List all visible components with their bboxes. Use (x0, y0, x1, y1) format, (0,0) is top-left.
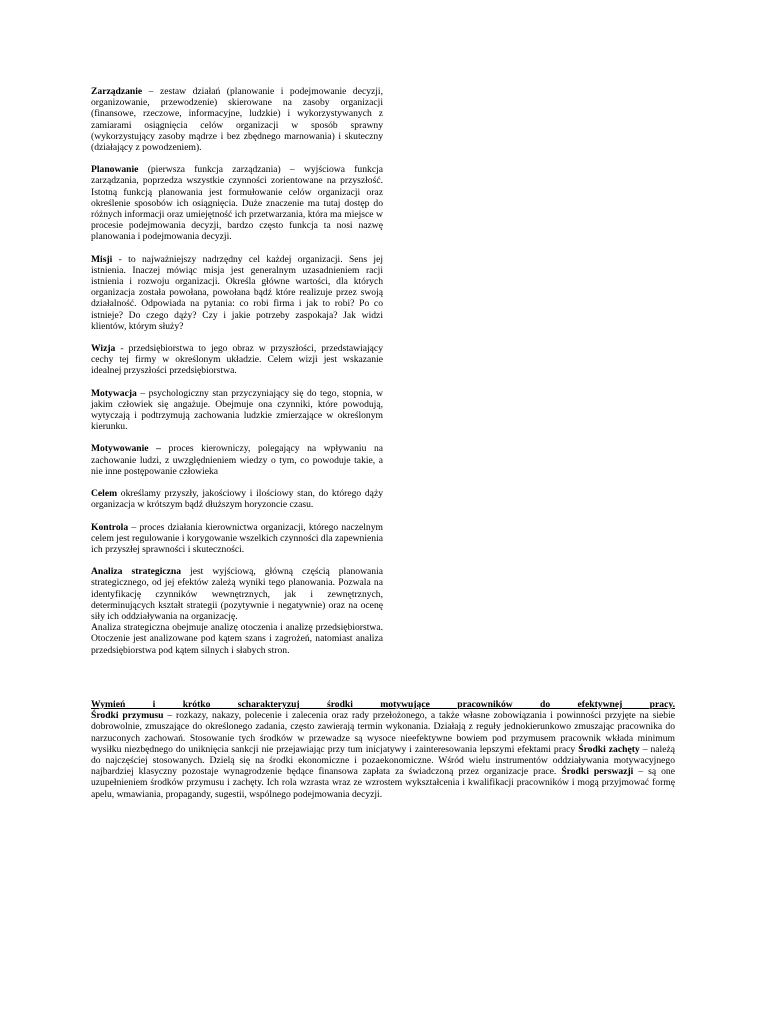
term-zacheta: Środki zachęty (578, 743, 640, 755)
definition-text: określamy przyszły, jakościowy i ilościowy stan, do którego dąży organizacja w krótszym bądź dłuższym horyzoncie czasu. (91, 488, 383, 511)
term: Analiza strategiczna (91, 566, 182, 578)
definition-zarzadzanie (91, 86, 383, 153)
answer-text-2: – należą do najczęściej stosowanych. Dzielą się na środki ekonomiczne i pozaekonomiczne. Wśród wielu instrumentów oddziaływania motywacyjnego najbardziej klasyczny pozostaje wynagrodzenie będące finansowa zapłata za świadczoną przez organizacje prace. (91, 743, 675, 778)
term: Planowanie (91, 164, 139, 176)
definition-text: – zestaw działań (planowanie i podejmowanie decyzji, organizowanie, przewodzenie) skierowane na zasoby organizacji (finansowe, rzeczowe, informacyjne, ludzkie) i wykorzystywanych z zamiarami osiągnięcia celów organizacji w sposób sprawny (wykorzystujący zasoby mądrze i bez zbędnego marnowania) i skuteczny (działający z powodzeniem). (91, 86, 383, 154)
question-heading-text: Wymień i krótko scharakteryzuj środki motywujące pracowników do efektywnej pracy (91, 699, 673, 710)
definition-text: – psychologiczny stan przyczyniający się do tego, stopnia, w jakim człowiek się angażuje. Obejmuje ona czynniki, które powodują, wytyczają i podtrzymują zachowania ludzkie zmierzające w określonym kierunku. (91, 387, 383, 433)
definition-text: (pierwsza funkcja zarządzania) – wyjściowa funkcja zarządzania, poprzedza wszystkie czynności zorientowane na przyszłość. Istotną funkcją planowania jest formułowanie celów organizacji oraz określenie sposobów ich osiągnięcia. Duże znaczenie ma tutaj dostęp do różnych informacji oraz umiejętność ich przetwarzania, która ma miejsce w procesie podejmowania decyzji, bardzo często funkcja ta nosi nazwę planowania i podejmowania decyzji. (91, 164, 383, 243)
term: Motywacja (91, 387, 137, 399)
definition-motywowanie (91, 443, 383, 477)
question-section (91, 699, 675, 800)
analysis-extra-paragraph: Analiza strategiczna obejmuje analizę otoczenia i analizę przedsiębiorstwa. Otoczenie jest analizowane pod kątem szans i zagrożeń, natomiast analiza przedsiębiorstwa pod kątem silnych i słabych stron. (91, 622, 383, 656)
term: Celem (91, 488, 118, 500)
definition-text: – proces działania kierownictwa organizacji, którego naczelnym celem jest regulowanie i korygowanie wszelkich czynności dla zapewnienia ich przyszłej sprawności i skuteczności. (91, 521, 383, 555)
question-heading-end: . (672, 699, 675, 710)
term: Misji (91, 253, 113, 265)
definitions-column (91, 86, 383, 667)
definition-text: - przedsiębiorstwa to jego obraz w przyszłości, przedstawiający cechy tej firmy w określonym układzie. Celem wizji jest wskazanie idealnej przyszłości przedsiębiorstwa. (91, 343, 383, 377)
term: Zarządzanie (91, 86, 143, 97)
term: Kontrola (91, 521, 129, 533)
answer-text-3: – są one uzupełnieniem środków przymusu i zachęty. Ich rola wzrasta wraz ze wzrostem wykształcenia i kwalifikacji pracowników i mogą przyjmować formę apelu, wmawiania, propagandy, sugestii, wspólnego podejmowania decyzji. (91, 766, 675, 800)
term-perswazja: Środki perswazji (561, 766, 634, 778)
term: Wizja (91, 343, 116, 355)
answer-paragraph (91, 710, 675, 800)
question-heading (91, 699, 675, 710)
definition-cel (91, 488, 383, 510)
definition-kontrola (91, 522, 383, 556)
definition-planowanie (91, 164, 383, 242)
answer-text-1: – rozkazy, nakazy, polecenie i zalecenia oraz rady przełożonego, a także własne zobowiązania i powinności przyjęte na siebie dobrowolnie, zmuszające do określonego zadania, często zawierają termin wykonania. Działają z reguły jednokierunkowo zmuszając pracownika do narzuconych zachowań. Stosowanie tych środków w przewadze są wysoce nieefektywne bowiem pod przymusem pracownik wkłada minimum wysiłku niezbędnego do uniknięcia sankcji nie przejawiając przy tum inicjatywy i zainteresowania lepszymi efektami pracy (91, 710, 675, 755)
definition-analiza-strategiczna (91, 566, 383, 622)
definition-text: - to najważniejszy nadrzędny cel każdej organizacji. Sens jej istnienia. Inaczej mówiąc misja jest generalnym uzasadnieniem racji istnienia i rozwoju organizacji. Określa główne wartości, dla których organizacja została powołana, powołana bądź które realizuje przez swoją działalność. Odpowiada na pytania: co robi firma i jak to robi? Po co istnieje? Do czego dąży? Czy i jakie potrzeby zaspokaja? Jak widzi klientów, którym służy? (91, 253, 383, 332)
definition-motywacja (91, 388, 383, 433)
term: Motywowanie – (91, 443, 161, 455)
term-przymus: Środki przymusu (91, 710, 164, 722)
definition-text: proces kierowniczy, polegający na wpływaniu na zachowanie ludzi, z uwzględnieniem wiedzy o tym, co powoduje takie, a nie inne postępowanie człowieka (91, 443, 384, 477)
definition-wizja (91, 343, 383, 377)
definition-misja (91, 254, 383, 332)
definition-text: jest wyjściową, główną częścią planowania strategicznego, od jej efektów zależą wyniki tego planowania. Pozwala na identyfikację czynników wewnętrznych, jak i zewnętrznych, determinujących kształt strategii (pozytywnie i negatywnie) oraz na ocenę siły ich oddziaływania na organizację. (91, 566, 383, 622)
